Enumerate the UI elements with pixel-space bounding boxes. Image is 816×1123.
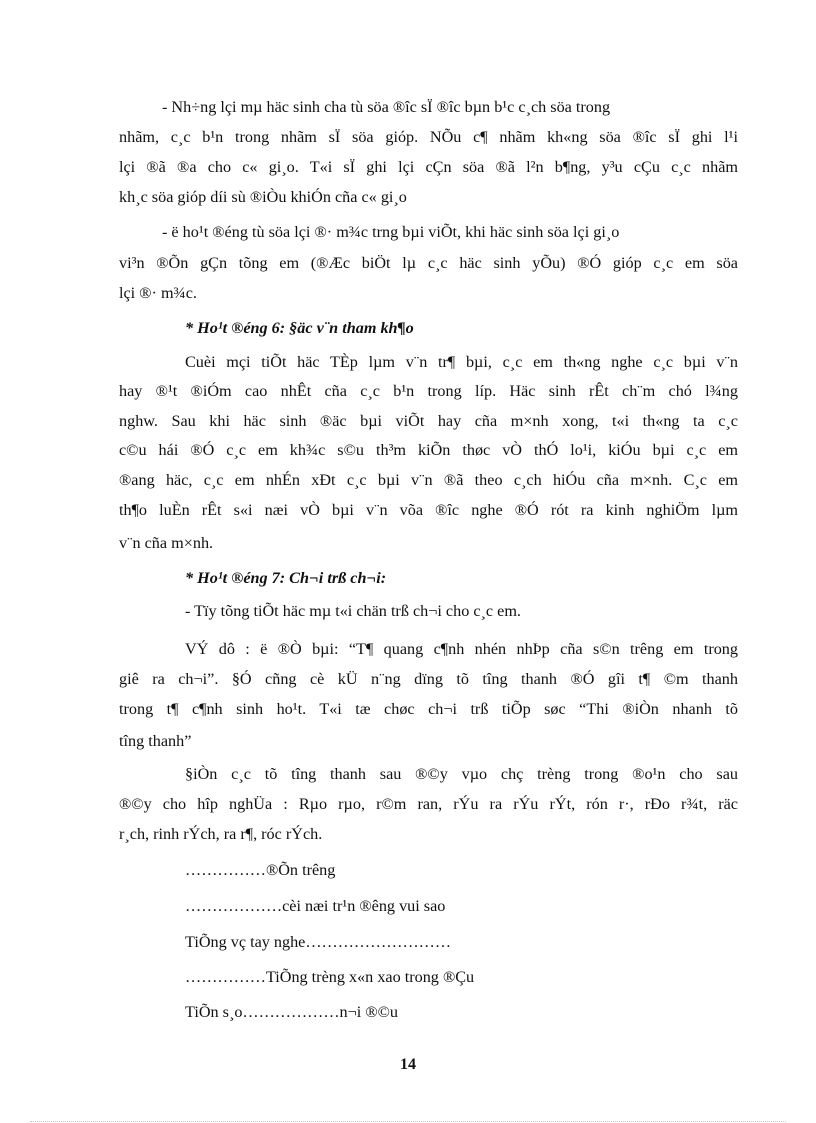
text-line: lçi ®ã ®a cho c« gi¸o. T«i sÏ ghi lçi cÇn söa ®ã l²n b¶ng, y³u cÇu c¸c nhãm	[119, 158, 738, 176]
text-line: - Nh÷ng lçi mµ häc sinh cha tù söa ®îc sÏ ®îc bµn b¹c c¸ch söa trong	[162, 98, 611, 116]
text-line: th¶o luÈn rÊt s«i næi vÒ bµi v¨n võa ®îc nghe ®Ó rót ra kinh nghiÖm lµm	[119, 501, 738, 519]
text-line: hay ®¹t ®iÓm cao nhÊt cña c¸c b¹n trong líp. Häc sinh rÊt ch¨m chó l¾ng	[119, 382, 738, 400]
text-line: §iÒn c¸c tõ tîng thanh sau ®©y vµo chç trèng trong ®o¹n cho sau	[185, 765, 738, 783]
text-line: VÝ dô : ë ®Ò bµi: “T¶ quang c¶nh nhén nhÞp cña s©n trêng em trong	[185, 640, 738, 658]
text-line: nghw. Sau khi häc sinh ®äc bµi viÕt hay cña m×nh xong, t«i th«ng ta c¸c	[119, 412, 738, 430]
text-line: nhãm, c¸c b¹n trong nhãm sÏ söa gióp. NÕu c¶ nhãm kh«ng söa ®îc sÏ ghi l¹i	[119, 128, 738, 146]
section-heading: * Ho¹t ®éng 7: Ch¬i trß ch¬i:	[185, 569, 387, 587]
text-line: c©u hái ®Ó c¸c em kh¾c s©u th³m kiÕn thøc vÒ thÓ lo¹i, kiÓu bµi c¸c em	[119, 441, 738, 459]
poem-line: ……………®Õn trêng	[185, 861, 336, 879]
text-line: Cuèi mçi tiÕt häc TÈp lµm v¨n tr¶ bµi, c¸c em th«ng nghe c¸c bµi v¨n	[185, 353, 738, 371]
text-line: - ë ho¹t ®éng tù söa lçi ®· m¾c trng bµi viÕt, khi häc sinh söa lçi gi¸o	[162, 223, 620, 241]
text-line: r¸ch, rinh rÝch, ra r¶, róc rÝch.	[119, 825, 323, 843]
poem-line: ………………cèi næi tr¹n ®êng vui sao	[185, 897, 446, 915]
poem-line: TiÕn s¸o………………n¬i ®©u	[185, 1003, 399, 1021]
poem-line: TiÕng vç tay nghe………………………	[185, 933, 452, 951]
poem-line: ……………TiÕng trèng x«n xao trong ®Çu	[185, 968, 475, 986]
text-line: ®©y cho hîp nghÜa : Rµo rµo, r©m ran, rÝu ra rÝu rÝt, rón r·, rÐo r¾t, räc	[119, 795, 738, 813]
text-line: - Tïy tõng tiÕt häc mµ t«i chän trß ch¬i cho c¸c em.	[185, 602, 521, 620]
page-bottom-divider	[30, 1121, 786, 1122]
text-line: tîng thanh”	[119, 732, 192, 750]
text-line: giê ra ch¬i”. §Ó cñng cè kÜ n¨ng dïng tõ tîng thanh ®Ó gîi t¶ ©m thanh	[119, 670, 738, 688]
text-line: ®ang häc, c¸c em nhÉn xÐt c¸c bµi v¨n ®ã theo c¸ch hiÓu cña m×nh. C¸c em	[119, 471, 738, 489]
text-line: vi³n ®Õn gÇn tõng em (®Æc biÖt lµ c¸c häc sinh yÕu) ®Ó gióp c¸c em söa	[119, 254, 738, 272]
page-number: 14	[400, 1056, 416, 1073]
section-heading: * Ho¹t ®éng 6: §äc v¨n tham kh¶o	[185, 319, 414, 337]
text-line: trong t¶ c¶nh sinh ho¹t. T«i tæ chøc ch¬i trß tiÕp søc “Thi ®iÒn nhanh tõ	[119, 700, 738, 718]
text-line: lçi ®· m¾c.	[119, 284, 197, 302]
text-line: v¨n cña m×nh.	[119, 534, 214, 552]
text-line: kh¸c söa gióp díi sù ®iÒu khiÓn cña c« gi¸o	[119, 188, 407, 206]
